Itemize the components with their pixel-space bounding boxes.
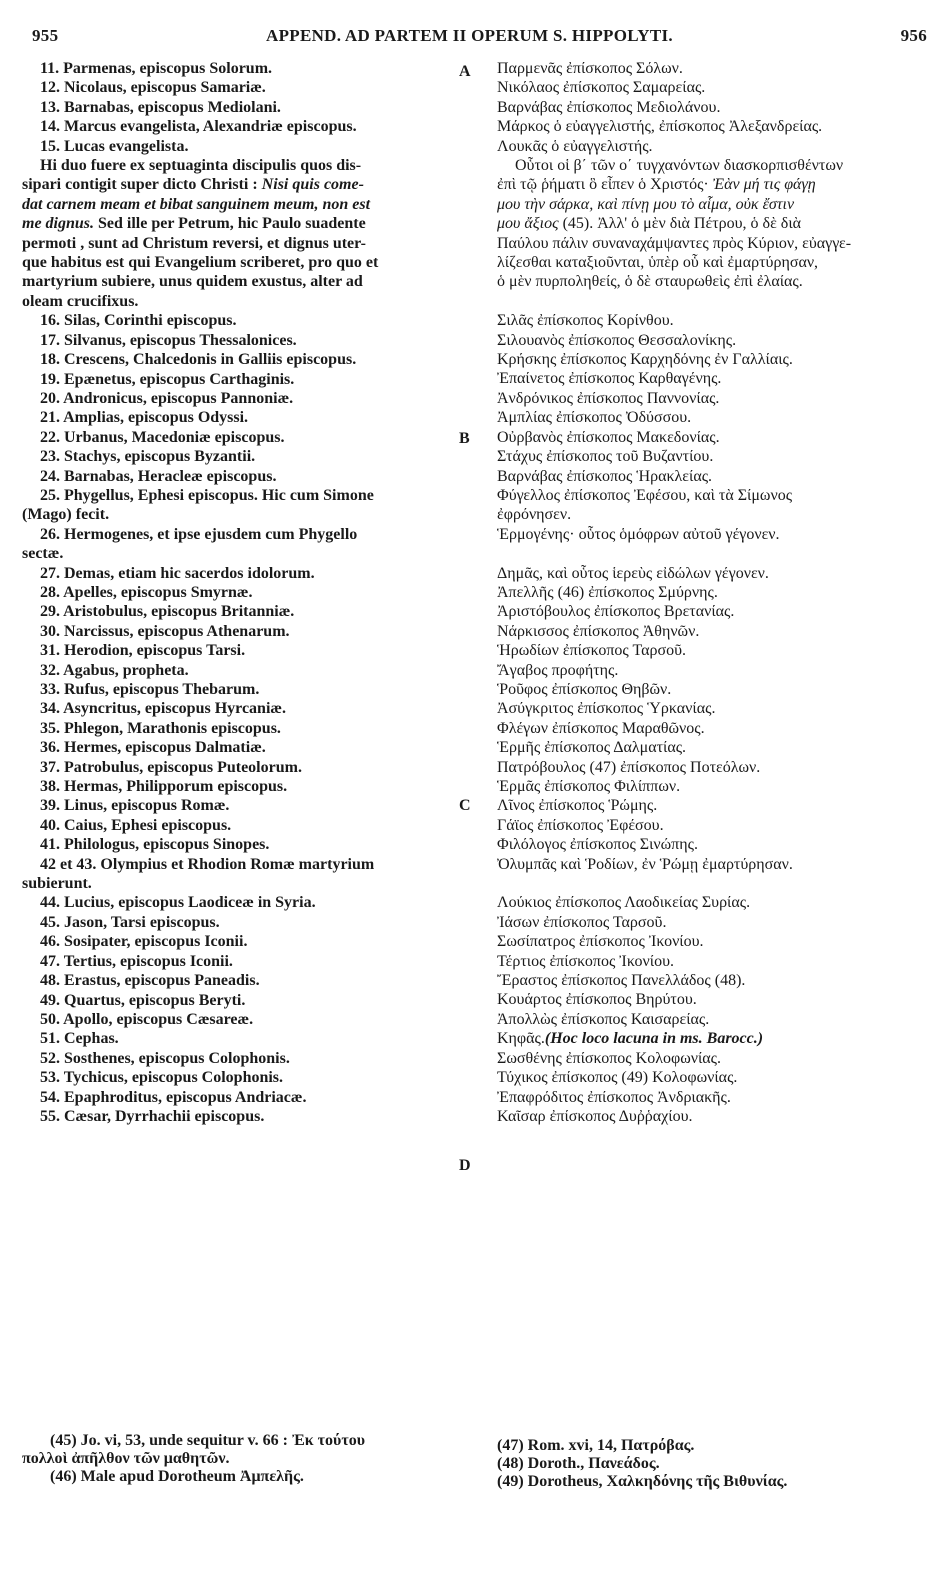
greek-entry: Κρήσκης ἐπίσκοπος Καρχηδόνης ἐν Γαλλίαις. [497,351,793,369]
greek-entry: Ἄγαβος προφήτης. [497,661,619,679]
latin-entry: 37. Patrobulus, episcopus Puteolorum. [40,758,302,776]
greek-entry: Ἑρμᾶς ἐπίσκοπος Φιλίππων. [497,778,681,796]
latin-entry: 40. Caius, Ephesi episcopus. [40,816,232,834]
greek-entry: Ἐπαίνετος ἐπίσκοπος Καρθαγένης. [497,370,722,388]
greek-text: (45). Ἀλλ' ὁ μὲν διὰ Πέτρου, ὁ δὲ διὰ [558,215,802,233]
page-number-right: 956 [900,26,927,45]
latin-entry: 45. Jason, Tarsi episcopus. [40,913,220,931]
latin-entry: 24. Barnabas, Heracleæ episcopus. [40,467,277,485]
latin-entry: 33. Rufus, episcopus Thebarum. [40,681,260,698]
greek-entry: Ἐπαφρόδιτος ἐπίσκοπος Ἀνδριακῆς. [497,1088,731,1106]
latin-entry: 30. Narcissus, episcopus Athenarum. [40,622,290,640]
footnote: πολλοὶ ἀπῆλθον τῶν μαθητῶν. [22,1450,230,1467]
latin-entry: 54. Epaphroditus, episcopus Andriacæ. [40,1088,307,1106]
greek-entry: Ἀριστόβουλος ἐπίσκοπος Βρετανίας. [497,603,735,621]
latin-entry: 19. Epænetus, episcopus Carthaginis. [40,370,295,388]
greek-entry: Σωσθένης ἐπίσκοπος Κολοφωνίας. [497,1049,721,1067]
greek-entry: Πατρόβουλος (47) ἐπίσκοπος Ποτεόλων. [497,758,761,776]
latin-entry: 26. Hermogenes, et ipse ejusdem cum Phygello [40,525,358,543]
greek-entry: Ἑρμῆς ἐπίσκοπος Δαλματίας. [497,739,687,757]
greek-quote: μου ἄξιος [497,215,559,233]
latin-entry: 36. Hermes, episcopus Dalmatiæ. [40,739,266,757]
greek-entry: Νικόλαος ἐπίσκοπος Σαμαρείας. [497,79,706,97]
greek-entry-text: Κηφᾶς. [497,1030,545,1048]
greek-entry: Καῖσαρ ἐπίσκοπος Δυῤῥαχίου. [497,1107,693,1125]
greek-entry: Φιλόλογος ἐπίσκοπος Σινώπης. [497,836,698,854]
latin-entry: 20. Andronicus, episcopus Pannoniæ. [40,389,294,407]
greek-entry: ἐφρόνησεν. [497,506,572,524]
margin-letter-c: C [459,797,471,814]
greek-entry: Σιλᾶς ἐπίσκοπος Κορίνθου. [497,312,674,330]
greek-entry: Οὐρβανὸς ἐπίσκοπος Μακεδονίας. [497,428,720,446]
greek-paragraph-line: Οὗτοι οἱ β΄ τῶν ο΄ τυγχανόντων διασκορπισθέντων [515,157,844,175]
latin-column [22,59,460,1126]
latin-paragraph-line [22,195,460,214]
greek-entry: Ἀμπλίας ἐπίσκοπος Ὀδύσσου. [497,409,692,427]
latin-entry: 53. Tychicus, episcopus Colophonis. [40,1069,284,1087]
footnote: (49) Dorotheus, Χαλκηδόνης τῆς Βιθυνίας. [497,1473,788,1490]
greek-quote: μου τὴν σάρκα, καὶ πίνῃ μου τὸ αἷμα, οὐκ ἔστιν [497,195,795,213]
greek-entry [497,1029,917,1048]
latin-text: sipari contigit super dicto Christi : [22,176,262,194]
greek-column [497,59,917,1126]
latin-text: Sed ille per Petrum, hic Paulo suadente [94,215,366,233]
greek-entry: Ἀπελλῆς (46) ἐπίσκοπος Σμύρνης. [497,583,718,601]
latin-entry: 55. Cæsar, Dyrrhachii episcopus. [40,1107,265,1125]
latin-entry: 35. Phlegon, Marathonis episcopus. [40,719,281,737]
greek-entry: Λούκιος ἐπίσκοπος Λαοδικείας Συρίας. [497,894,751,912]
latin-entry: 48. Erastus, episcopus Paneadis. [40,972,260,990]
greek-entry: Τύχικος ἐπίσκοπος (49) Κολοφωνίας. [497,1069,738,1087]
latin-quote: me dignus. [22,215,95,233]
footnote: (45) Jo. vi, 53, unde sequitur v. 66 : Ἐκ τούτου [50,1432,366,1449]
latin-entry: 21. Amplias, episcopus Odyssi. [40,409,249,427]
greek-entry: Τέρτιος ἐπίσκοπος Ἰκονίου. [497,952,674,970]
latin-entry: 38. Hermas, Philipporum episcopus. [40,778,288,796]
latin-entry: 13. Barnabas, episcopus Mediolani. [40,98,281,116]
greek-entry: Ὀλυμπᾶς καὶ Ῥοδίων, ἐν Ῥώμῃ ἐμαρτύρησαν. [497,855,793,873]
latin-entry-continuation: (Mago) fecit. [22,506,110,524]
latin-entry: 22. Urbanus, Macedoniæ episcopus. [40,428,285,446]
latin-paragraph-line: permoti , sunt ad Christum reversi, et dignus uter- [22,234,366,252]
greek-entry: Νάρκισσος ἐπίσκοπος Ἀθηνῶν. [497,622,700,640]
lacuna-note: (Hoc loco lacuna in ms. Barocc.) [544,1030,764,1048]
latin-entry: 31. Herodion, episcopus Tarsi. [40,642,246,660]
latin-entry: 39. Linus, episcopus Romæ. [40,797,230,815]
latin-entry: 25. Phygellus, Ephesi episcopus. Hic cum Simone [40,486,374,504]
greek-entry: Κουάρτος ἐπίσκοπος Βηρύτου. [497,991,697,1009]
latin-entry: 51. Cephas. [40,1030,119,1048]
latin-entry: 44. Lucius, episcopus Laodiceæ in Syria. [40,894,316,912]
latin-entry: 28. Apelles, episcopus Smyrnæ. [40,583,253,601]
latin-entry: 34. Asyncritus, episcopus Hyrcaniæ. [40,700,286,718]
greek-entry: Δημᾶς, καὶ οὗτος ἱερεὺς εἰδώλων γέγονεν. [497,564,769,582]
latin-quote: dat carnem meam et bibat sanguinem meum, non est [22,195,371,213]
latin-entry-continuation: subierunt. [22,875,92,893]
margin-letter-d: D [459,1157,471,1174]
greek-entry: Ἑρμογένης· οὗτος ὁμόφρων αὐτοῦ γέγονεν. [497,525,780,543]
greek-entry: Στάχυς ἐπίσκοπος τοῦ Βυζαντίου. [497,448,714,466]
latin-entry: 52. Sosthenes, episcopus Colophonis. [40,1049,290,1067]
greek-entry: Λουκᾶς ὁ εὐαγγελιστής. [497,137,653,155]
latin-entry: 12. Nicolaus, episcopus Samariæ. [40,79,266,97]
latin-entry: 42 et 43. Olympius et Rhodion Romæ martyrium [40,855,375,873]
greek-entry: Φλέγων ἐπίσκοπος Μαραθῶνος. [497,719,705,737]
latin-entry: 27. Demas, etiam hic sacerdos idolorum. [40,564,315,582]
greek-entry: Μάρκος ὁ εὐαγγελιστής, ἐπίσκοπος Ἀλεξανδρείας. [497,118,823,136]
greek-entry: Γάϊος ἐπίσκοπος Ἐφέσου. [497,816,664,834]
greek-paragraph-line: Παύλου πάλιν συναναχάμψαντες πρὸς Κύριον, εὐαγγε- [497,234,852,252]
latin-entry: 49. Quartus, episcopus Beryti. [40,991,246,1009]
footnote: (46) Male apud Dorotheum Ἀμπελῆς. [50,1468,304,1485]
greek-entry: Σωσίπατρος ἐπίσκοπος Ἰκονίου. [497,933,704,951]
latin-entry: 29. Aristobulus, episcopus Britanniæ. [40,603,295,621]
margin-letter-b: B [459,430,470,447]
latin-paragraph-line: que habitus est qui Evangelium scriberet, pro quo et [22,254,379,272]
latin-entry: 16. Silas, Corinthi episcopus. [40,312,237,330]
footnotes-right [497,1437,917,1491]
greek-entry: Ἔραστος ἐπίσκοπος Πανελλάδος (48). [497,972,746,990]
latin-paragraph-line: martyrium subiere, unus quidem exustus, alter ad [22,273,363,291]
greek-entry: Ἰάσων ἐπίσκοπος Ταρσοῦ. [497,913,667,931]
latin-paragraph-line [22,175,460,194]
latin-paragraph-line: oleam crucifixus. [22,292,139,310]
spacer [497,292,917,311]
spacer [497,544,917,563]
greek-entry: Ἡρωδίων ἐπίσκοπος Ταρσοῦ. [497,642,687,660]
footnote: (48) Doroth., Πανεάδος. [497,1455,660,1472]
greek-entry: Βαρνάβας ἐπίσκοπος Μεδιολάνου. [497,98,721,116]
greek-paragraph-line [497,214,917,233]
greek-quote: Ἐὰν μή τις φάγῃ [712,176,816,194]
latin-entry: 14. Marcus evangelista, Alexandriæ episcopus. [40,118,357,136]
latin-entry: 15. Lucas evangelista. [40,137,189,155]
latin-entry: 11. Parmenas, episcopus Solorum. [40,60,273,77]
greek-entry: Παρμενᾶς ἐπίσκοπος Σόλων. [497,60,683,77]
footnote: (47) Rom. xvi, 14, Πατρόβας. [497,1437,695,1454]
greek-text: ἐπὶ τῷ ῥήματι ὃ εἶπεν ὁ Χριστός· [497,176,713,194]
latin-entry: 50. Apollo, episcopus Cæsareæ. [40,1010,254,1028]
greek-entry: Φύγελλος ἐπίσκοπος Ἐφέσου, καὶ τὰ Σίμωνος [497,486,793,504]
greek-paragraph-line [497,195,917,214]
greek-entry: Λῖνος ἐπίσκοπος Ῥώμης. [497,797,658,815]
latin-entry: 47. Tertius, episcopus Iconii. [40,952,233,970]
latin-entry: 41. Philologus, episcopus Sinopes. [40,836,270,854]
greek-entry: Σιλουανὸς ἐπίσκοπος Θεσσαλονίκης. [497,331,737,349]
greek-paragraph-line: ὁ μὲν πυρποληθείς, ὁ δὲ σταυρωθεὶς ἐπὶ ἐλαίας. [497,273,803,291]
greek-entry: Ἀπολλὼς ἐπίσκοπος Καισαρείας. [497,1010,710,1028]
greek-entry: Ἀσύγκριτος ἐπίσκοπος Ὑρκανίας. [497,700,716,718]
greek-entry: Ῥοῦφος ἐπίσκοπος Θηβῶν. [497,680,672,698]
latin-entry: 32. Agabus, propheta. [40,661,189,679]
latin-entry: 18. Crescens, Chalcedonis in Galliis episcopus. [40,351,357,369]
greek-paragraph-line [497,175,917,194]
footnotes-left [22,1432,462,1486]
greek-entry: Ἀνδρόνικος ἐπίσκοπος Παννονίας. [497,389,720,407]
spacer [497,874,917,893]
latin-paragraph-line: Hi duo fuere ex septuaginta discipulis quos dis- [40,157,362,175]
running-title: APPEND. AD PARTEM II OPERUM S. HIPPOLYTI. [266,26,673,45]
page-number-left: 955 [32,26,59,45]
latin-entry: 23. Stachys, episcopus Byzantii. [40,448,256,466]
latin-entry: 17. Silvanus, episcopus Thessalonices. [40,331,297,349]
latin-paragraph-line [22,214,460,233]
latin-quote: Nisi quis come- [261,176,364,194]
running-header [12,26,927,54]
greek-entry: Βαρνάβας ἐπίσκοπος Ἡρακλείας. [497,467,713,485]
latin-entry-continuation: sectæ. [22,545,64,563]
latin-entry: 46. Sosipater, episcopus Iconii. [40,933,248,951]
margin-letter-a: A [459,63,471,80]
greek-paragraph-line: λίζεσθαι καταξιοῦνται, ὑπὲρ οὗ καὶ ἐμαρτύρησαν, [497,254,819,272]
